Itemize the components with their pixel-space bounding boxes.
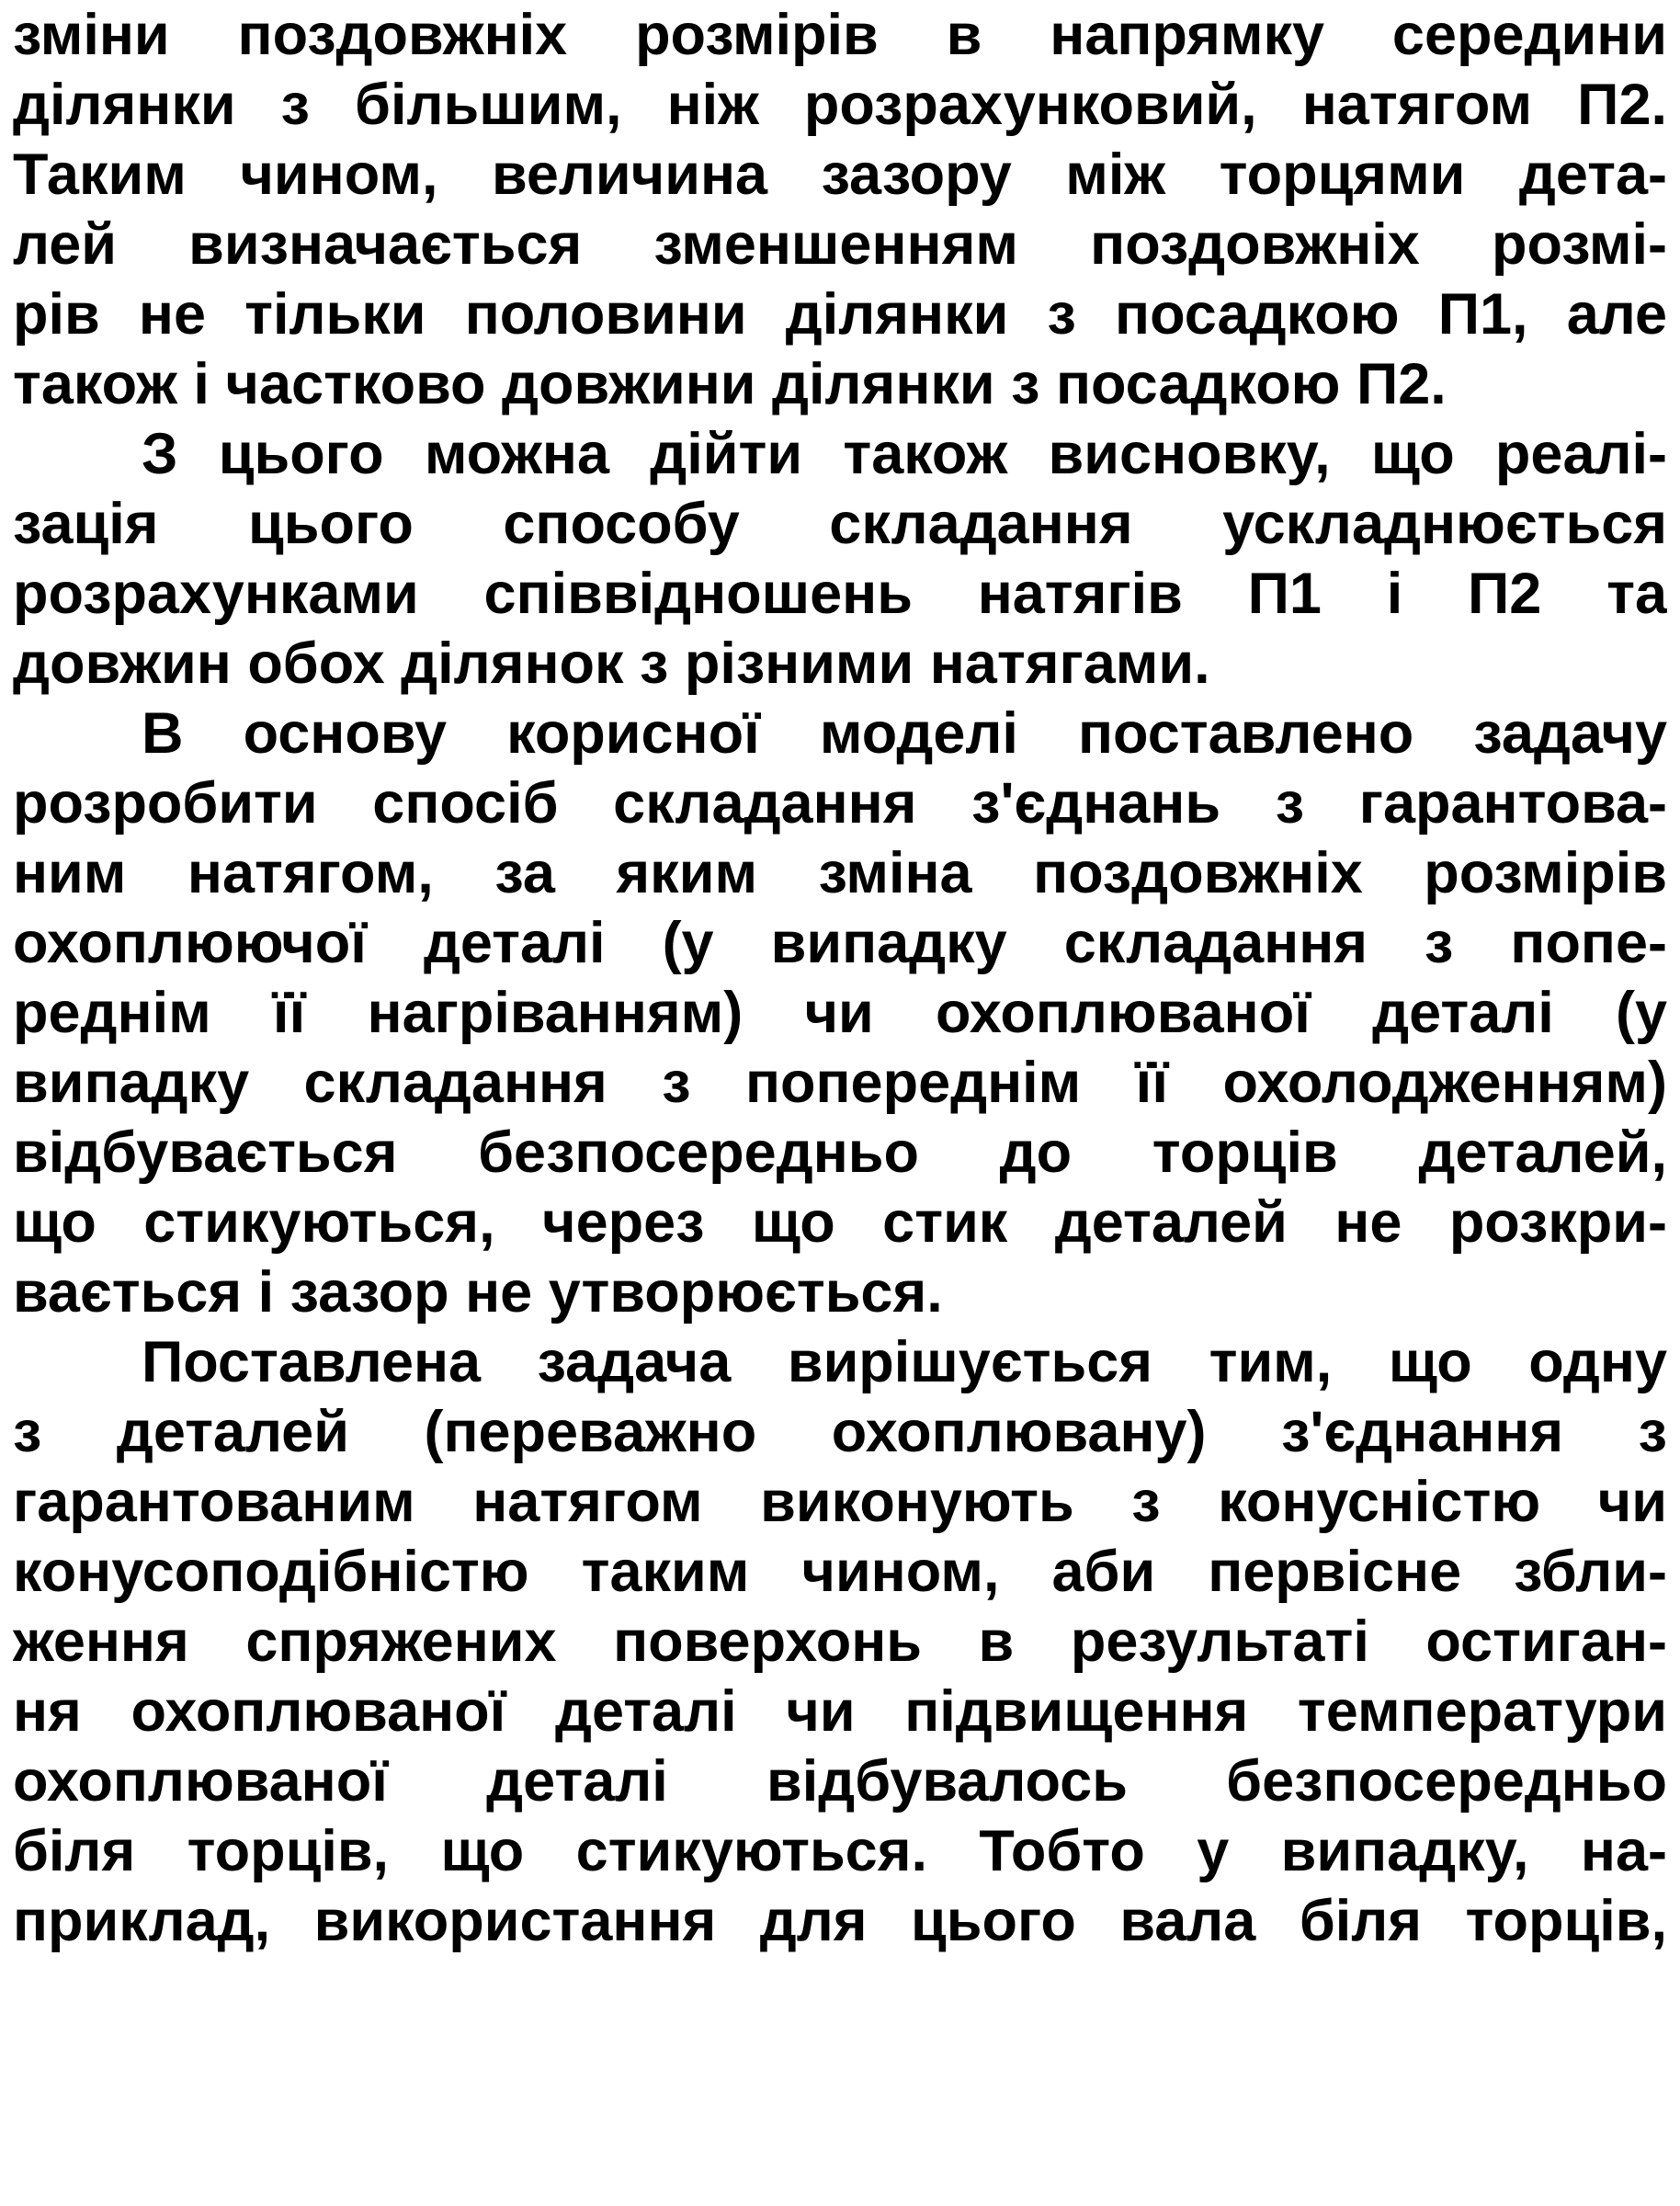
text-line: конусоподібністю таким чином, аби первісне збли- bbox=[13, 1540, 1667, 1604]
text-line: Таким чином, величина зазору між торцями дета- bbox=[13, 142, 1667, 207]
text-line: ним натягом, за яким зміна поздовжніх розмірів bbox=[13, 841, 1667, 905]
text-line: приклад, використання для цього вала біля торців, bbox=[13, 1889, 1667, 1953]
text-line: ділянки з більшим, ніж розрахунковий, натягом П2. bbox=[13, 73, 1667, 137]
text-line: охоплюючої деталі (у випадку складання з попе- bbox=[13, 911, 1667, 975]
text-line: лей визначається зменшенням поздовжніх розмі- bbox=[13, 212, 1667, 277]
text-line: випадку складання з попереднім її охолодженням) bbox=[13, 1051, 1667, 1115]
text-line: що стикуються, через що стик деталей не розкри- bbox=[13, 1190, 1667, 1255]
text-line: З цього можна дійти також висновку, що реалі- bbox=[142, 422, 1667, 486]
text-line: реднім її нагріванням) чи охоплюваної деталі (у bbox=[13, 981, 1667, 1045]
text-line: ня охоплюваної деталі чи підвищення температури bbox=[13, 1679, 1667, 1744]
text-line: вається і зазор не утворюється. bbox=[13, 1260, 943, 1325]
text-line: біля торців, що стикуються. Тобто у випадку, на- bbox=[13, 1819, 1667, 1883]
text-line: рів не тільки половини ділянки з посадкою П1, але bbox=[13, 282, 1667, 347]
text-line: розробити спосіб складання з'єднань з гарантова- bbox=[13, 771, 1667, 836]
text-line: Поставлена задача вирішується тим, що одну bbox=[142, 1330, 1667, 1394]
text-body bbox=[13, 0, 1667, 1956]
text-line: відбувається безпосередньо до торців деталей, bbox=[13, 1120, 1667, 1185]
text-line: зміни поздовжніх розмірів в напрямку середини bbox=[13, 3, 1667, 67]
text-line: розрахунками співвідношень натягів П1 і П2 та bbox=[13, 562, 1667, 626]
text-line: охоплюваної деталі відбувалось безпосередньо bbox=[13, 1749, 1667, 1814]
text-line: ження спряжених поверхонь в результаті остиган- bbox=[13, 1609, 1667, 1674]
text-line: з деталей (переважно охоплювану) з'єднання з bbox=[13, 1400, 1667, 1464]
text-line: В основу корисної моделі поставлено задачу bbox=[142, 701, 1667, 766]
text-line: довжин обох ділянок з різними натягами. bbox=[13, 631, 1210, 696]
text-line: зація цього способу складання ускладнюється bbox=[13, 492, 1667, 556]
text-line: також і частково довжини ділянки з посадкою П2. bbox=[13, 352, 1447, 416]
text-line: гарантованим натягом виконують з конусністю чи bbox=[13, 1470, 1667, 1534]
